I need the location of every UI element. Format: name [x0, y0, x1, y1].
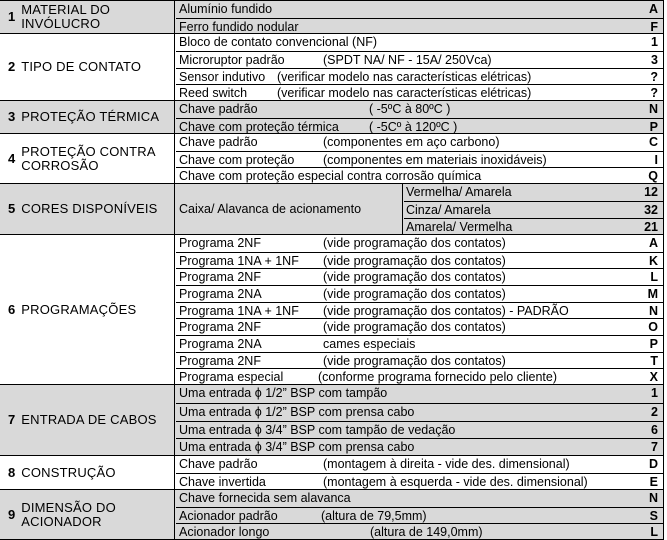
- table-right-border: [663, 456, 664, 490]
- column-divider: [174, 385, 175, 456]
- table-row: [176, 167, 664, 184]
- option-code: 6: [651, 422, 658, 437]
- option-description: Uma entrada ϕ 3/4” BSP com tampão de vedação: [179, 422, 456, 437]
- option-code: X: [649, 370, 658, 385]
- table-row: [176, 68, 664, 85]
- column-divider: [174, 456, 175, 490]
- column-divider: [174, 34, 175, 101]
- section-label: [0, 235, 172, 384]
- table-row: [176, 403, 664, 421]
- option-note: (vide programação dos contatos): [323, 353, 506, 368]
- section-s8: [0, 455, 664, 489]
- option-description: Uma entrada ϕ 1/2” BSP com prensa cabo: [179, 404, 415, 419]
- table-row: [176, 473, 664, 490]
- option-description: Reed switch: [179, 86, 248, 101]
- option-note: (vide programação dos contatos): [323, 236, 506, 250]
- option-note: (componentes em materiais inoxidáveis): [323, 152, 547, 167]
- section-label: [0, 101, 172, 133]
- section-label: [0, 134, 172, 183]
- option-description: Ferro fundido nodular: [179, 19, 299, 34]
- section-title: TIPO DE CONTATO: [21, 59, 142, 74]
- section-label: [0, 184, 172, 234]
- option-code: D: [648, 457, 658, 471]
- option-note: (vide programação dos contatos) - PADRÃO: [323, 303, 569, 318]
- option-code: ?: [650, 69, 658, 84]
- section-s4: [0, 133, 664, 183]
- section-title: CONSTRUÇÃO: [21, 464, 116, 480]
- option-note: (SPDT NA/ NF - 15A/ 250Vca): [323, 52, 492, 67]
- option-code: L: [650, 270, 658, 285]
- table-row: [176, 51, 664, 68]
- color-code: 32: [644, 203, 658, 217]
- table-right-border: [663, 490, 664, 540]
- table-row: [176, 352, 664, 369]
- table-right-border: [663, 385, 664, 456]
- option-description: Alumínio fundido: [179, 2, 273, 16]
- option-note: ( -5ºC à 80ºC ): [369, 102, 451, 116]
- color-row: [404, 184, 664, 201]
- table-row: [176, 101, 664, 118]
- option-description: Programa 1NA + 1NF: [179, 253, 299, 268]
- section-s2: [0, 33, 664, 100]
- option-description: Chave padrão: [179, 102, 258, 116]
- option-code: ?: [650, 86, 658, 101]
- color-code: 12: [644, 185, 658, 199]
- option-description: Acionador longo: [179, 525, 270, 540]
- option-description: Programa 2NA: [179, 287, 262, 301]
- option-code: E: [649, 475, 658, 489]
- table-right-border: [663, 184, 664, 235]
- section-title: PROTEÇÃO CONTRA CORROSÃO: [21, 143, 155, 173]
- section-number: 7: [8, 412, 16, 427]
- table-row: [176, 268, 664, 285]
- option-note: (montagem à direita - vide des. dimensional): [323, 457, 570, 471]
- table-row: [176, 421, 664, 439]
- table-row: [176, 84, 664, 101]
- option-note: cames especiais: [323, 337, 416, 351]
- option-note: (altura de 79,5mm): [321, 508, 427, 523]
- option-code: C: [648, 135, 658, 149]
- table-row: [176, 285, 664, 302]
- option-description: Programa 1NA + 1NF: [179, 303, 299, 318]
- section-title: PROGRAMAÇÕES: [21, 301, 137, 317]
- section-title: ENTRADA DE CABOS: [21, 412, 157, 427]
- column-divider: [174, 101, 175, 134]
- section-number: 8: [8, 464, 16, 480]
- option-description: Bloco de contato convencional (NF): [179, 35, 378, 49]
- table-row: [176, 235, 664, 252]
- table-row: [176, 507, 664, 524]
- option-code: T: [650, 353, 658, 368]
- option-note: (vide programação dos contatos): [323, 287, 506, 301]
- table-row: [176, 18, 664, 35]
- table-row: [176, 34, 664, 51]
- option-code: 1: [651, 35, 658, 49]
- column-divider: [174, 134, 175, 184]
- sub-column-divider: [402, 184, 403, 235]
- option-code: O: [648, 320, 658, 335]
- section-number: 2: [8, 59, 16, 74]
- section-number: 4: [8, 150, 16, 166]
- option-code: N: [648, 102, 658, 116]
- option-code: K: [648, 253, 658, 268]
- table-right-border: [663, 101, 664, 134]
- option-description: Uma entrada ϕ 3/4” BSP com prensa cabo: [179, 440, 415, 455]
- table-row: [176, 134, 664, 151]
- option-code: P: [649, 119, 658, 134]
- option-code: 3: [651, 52, 658, 67]
- section-s3: [0, 100, 664, 133]
- table-right-border: [663, 235, 664, 385]
- option-code: F: [650, 19, 658, 34]
- section-title: MATERIAL DO INVÓLUCRO: [21, 2, 111, 31]
- section-title: DIMENSÃO DO ACIONADOR: [21, 499, 116, 529]
- option-note: (componentes em aço carbono): [323, 135, 500, 149]
- section-s6: [0, 234, 664, 384]
- table-row: [176, 456, 664, 473]
- option-description: Acionador padrão: [179, 508, 278, 523]
- color-row: [404, 218, 664, 236]
- column-divider: [174, 1, 175, 34]
- color-description: Amarela/ Vermelha: [406, 220, 513, 234]
- option-code: Q: [648, 169, 658, 184]
- option-description: Programa especial: [179, 370, 284, 385]
- table-row: [176, 368, 664, 385]
- option-code: L: [650, 525, 658, 540]
- option-description: Chave invertida: [179, 475, 266, 489]
- option-note: (verificar modelo nas características elétricas): [277, 69, 532, 84]
- table-row: [176, 318, 664, 335]
- column-divider: [174, 235, 175, 385]
- option-description: Chave fornecida sem alavanca: [179, 491, 351, 505]
- option-description: Chave padrão: [179, 457, 258, 471]
- option-description: Programa 2NF: [179, 236, 261, 250]
- option-description: Microruptor padrão: [179, 52, 285, 67]
- color-row: [404, 201, 664, 219]
- table-row: [176, 438, 664, 456]
- option-description: Uma entrada ϕ 1/2” BSP com tampão: [179, 386, 388, 400]
- section-number: 3: [8, 109, 16, 124]
- option-description: Chave com proteção térmica: [179, 119, 339, 134]
- section-label: [0, 456, 172, 489]
- table-right-border: [663, 34, 664, 101]
- option-description: Chave com proteção: [179, 152, 295, 167]
- option-note: (verificar modelo nas características elétricas): [277, 86, 532, 101]
- table-row: [176, 118, 664, 135]
- option-description: Programa 2NF: [179, 320, 261, 335]
- option-description: Programa 2NA: [179, 337, 262, 351]
- option-note: (vide programação dos contatos): [323, 253, 506, 268]
- option-description: Chave padrão: [179, 135, 258, 149]
- option-note: (conforme programa fornecido pelo cliente): [318, 370, 558, 385]
- section-number: 6: [8, 301, 16, 317]
- section-number: 1: [8, 9, 16, 24]
- table-right-border: [663, 134, 664, 184]
- section-cores: [0, 183, 664, 234]
- option-code: M: [647, 287, 658, 301]
- table-row: [176, 302, 664, 319]
- option-code: A: [648, 2, 658, 16]
- section-number: 9: [8, 506, 16, 522]
- option-code: A: [648, 236, 658, 250]
- table-row: [176, 385, 664, 403]
- option-description: Sensor indutivo: [179, 69, 266, 84]
- column-divider: [174, 184, 175, 235]
- option-description: Chave com proteção especial contra corrosão química: [179, 169, 482, 184]
- color-description: Vermelha/ Amarela: [406, 185, 512, 199]
- option-description: Programa 2NF: [179, 353, 261, 368]
- option-note: (vide programação dos contatos): [323, 270, 506, 285]
- option-code: 7: [651, 440, 658, 455]
- option-note: (vide programação dos contatos): [323, 320, 506, 335]
- section-s1: [0, 0, 664, 33]
- option-note: ( -5Cº à 120ºC ): [369, 119, 458, 134]
- section-label: [0, 1, 172, 33]
- option-description: Programa 2NF: [179, 270, 261, 285]
- option-note: (montagem à esquerda - vide des. dimensional): [323, 475, 588, 489]
- option-code: P: [649, 337, 658, 351]
- table-row: [176, 1, 664, 18]
- table-right-border: [663, 1, 664, 34]
- section-title: PROTEÇÃO TÉRMICA: [21, 109, 160, 124]
- table-row: [176, 523, 664, 540]
- table-row: [176, 490, 664, 507]
- section-number: 5: [8, 201, 16, 216]
- section-label: [0, 34, 172, 100]
- color-part-label: Caixa/ Alavanca de acionamento: [179, 202, 362, 216]
- option-code: I: [654, 152, 658, 167]
- section-label: [0, 490, 172, 539]
- option-code: S: [649, 508, 658, 523]
- option-code: 2: [651, 404, 658, 419]
- section-s9: [0, 489, 664, 539]
- option-note: (altura de 149,0mm): [370, 525, 483, 540]
- section-label: [0, 385, 172, 455]
- option-code: N: [648, 491, 658, 505]
- table-row: [176, 252, 664, 269]
- option-code: N: [648, 303, 658, 318]
- option-code: 1: [651, 386, 658, 400]
- table-row: [176, 335, 664, 352]
- column-divider: [174, 490, 175, 540]
- color-description: Cinza/ Amarela: [406, 203, 491, 217]
- section-s7: [0, 384, 664, 455]
- color-code: 21: [644, 220, 658, 234]
- table-row: [176, 151, 664, 168]
- section-title: CORES DISPONÍVEIS: [21, 201, 158, 216]
